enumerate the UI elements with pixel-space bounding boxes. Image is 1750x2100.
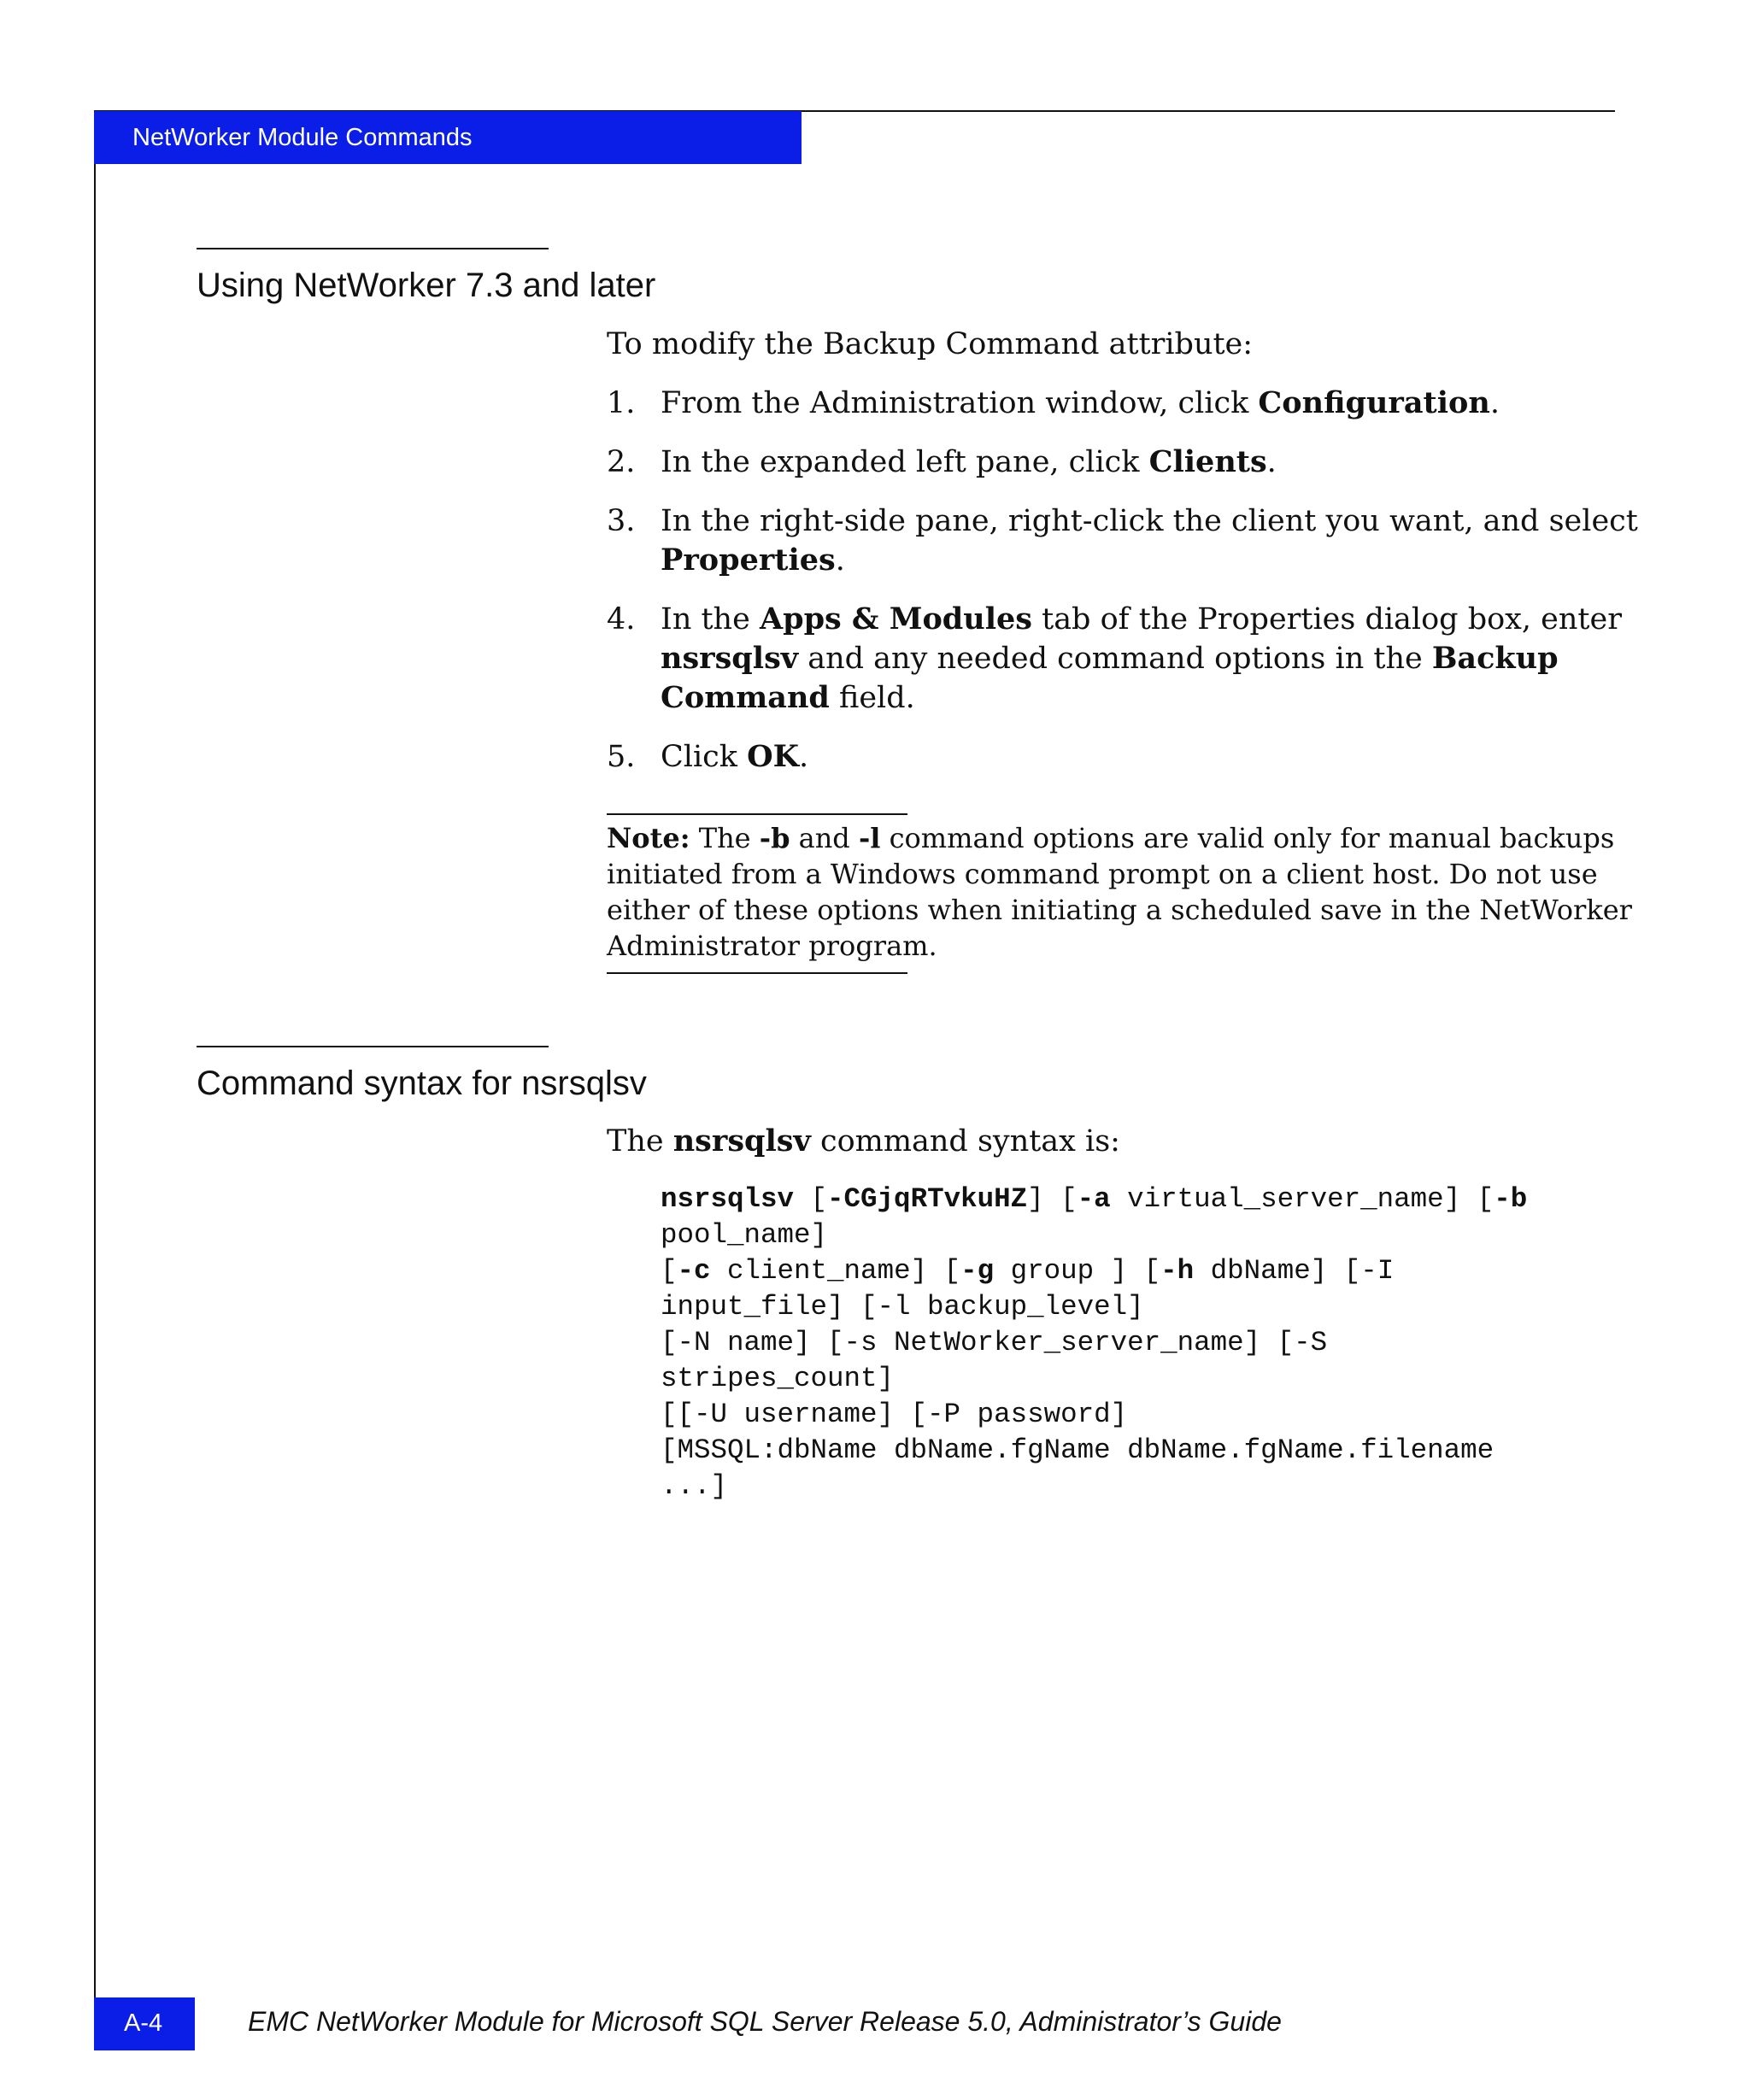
step-number: 3. [607,504,636,538]
code-line: [MSSQL:dbName dbName.fgName dbName.fgName.filename [661,1434,1495,1466]
code-line: [-N name] [-s NetWorker_server_name] [-S [661,1327,1328,1358]
page-number: A-4 [124,2009,163,2037]
chapter-header: NetWorker Module Commands [132,124,473,151]
code-line: [-c client_name] [-g group ] [-h dbName] [-I [661,1255,1395,1287]
note-rule-bottom [607,972,907,974]
intro-text: To modify the Backup Command attribute: [607,327,1254,361]
step-text: In the right-side pane, right-click the client you want, and select [661,504,1638,538]
note-rule-top [607,813,907,815]
note-line: either of these options when initiating a scheduled save in the NetWorker [607,894,1632,926]
step-number: 4. [607,602,636,636]
code-line: stripes_count] [661,1363,895,1394]
code-line: [[-U username] [-P password] [661,1399,1128,1430]
step-text-cont: nsrsqlsv and any needed command options in the Backup [661,641,1559,676]
section-rule [197,1046,549,1047]
footer-title: EMC NetWorker Module for Microsoft SQL Server Release 5.0, Administrator’s Guide [248,2006,1282,2037]
step-text-cont: Properties. [661,543,845,578]
step-text-cont: Command field. [661,680,915,715]
step-number: 1. [607,386,636,420]
step-text: In the expanded left pane, click Clients. [661,444,1277,479]
step-number: 5. [607,740,636,774]
code-line: ...] [661,1470,728,1502]
code-line: input_file] [-l backup_level] [661,1291,1144,1323]
section-title: Using NetWorker 7.3 and later [197,267,656,304]
note-line: Administrator program. [607,930,937,962]
code-line: nsrsqlsv [-CGjqRTvkuHZ] [-a virtual_server_name] [-b [661,1183,1528,1215]
section-title: Command syntax for nsrsqlsv [197,1065,647,1102]
code-line: pool_name] [661,1219,828,1251]
note-line: Note: The -b and -l command options are valid only for manual backups [607,822,1615,854]
step-number: 2. [607,445,636,479]
step-text: In the Apps & Modules tab of the Properties dialog box, enter [661,601,1622,636]
left-margin-rule [94,111,96,2040]
step-text: From the Administration window, click Configuration. [661,385,1500,420]
step-text: Click OK. [661,739,809,774]
syntax-intro: The nsrsqlsv command syntax is: [607,1123,1120,1159]
note-line: initiated from a Windows command prompt on a client host. Do not use [607,858,1598,890]
section-rule [197,248,549,249]
